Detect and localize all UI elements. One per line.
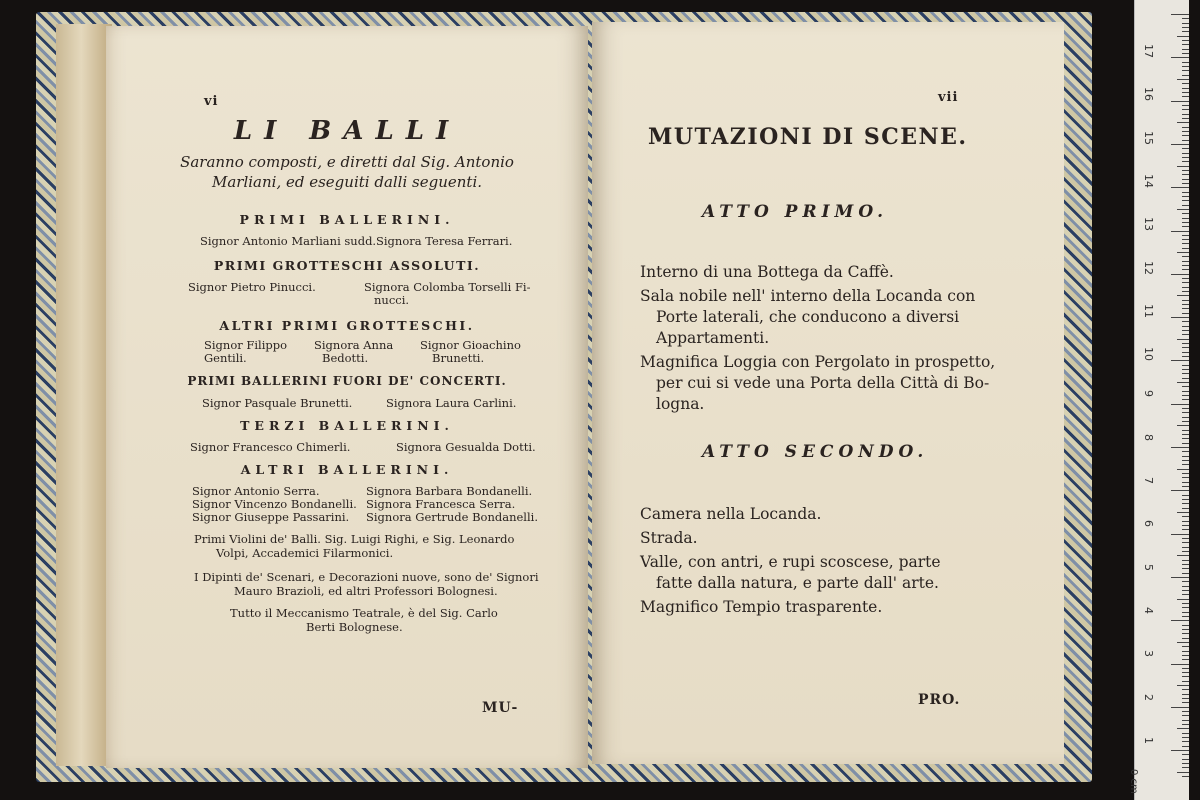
ruler-tick [1177,425,1189,426]
cast-name: Signor Filippo [204,338,288,352]
ruler-tick [1182,23,1189,24]
ruler-tick [1182,676,1189,677]
measuring-ruler [1128,0,1189,800]
ruler-tick [1182,438,1189,439]
ruler-tick [1182,330,1189,331]
ruler-tick [1182,521,1189,522]
ruler-tick [1182,477,1189,478]
ruler-tick [1182,399,1189,400]
ruler-tick [1182,464,1189,465]
ruler-tick [1182,321,1189,322]
cast-name: Signor Vincenzo Bondanelli. [192,497,357,511]
ruler-tick [1182,560,1189,561]
ruler-tick [1182,564,1189,565]
ruler-tick [1171,750,1189,751]
ruler-tick [1182,118,1189,119]
ruler-tick [1182,148,1189,149]
ruler-tick [1182,689,1189,690]
ruler-tick [1182,451,1189,452]
ruler-tick [1182,135,1189,136]
page-number-right: vii [938,90,959,105]
ruler-tick [1182,256,1189,257]
ruler-number: 9 [1142,390,1155,398]
ruler-tick [1182,612,1189,613]
ruler-tick [1177,79,1189,80]
ruler-tick [1182,711,1189,712]
ruler-tick [1182,62,1189,63]
ruler-tick [1182,542,1189,543]
ruler-tick [1182,96,1189,97]
ruler-tick [1177,382,1189,383]
ruler-tick [1182,300,1189,301]
ruler-tick [1182,92,1189,93]
ruler-tick [1182,767,1189,768]
ruler-tick [1182,702,1189,703]
cast-name: Signor Antonio Marliani sudd. [200,234,377,248]
ruler-tick [1182,66,1189,67]
ruler-tick [1182,243,1189,244]
ruler-tick [1177,122,1189,123]
ruler-tick [1182,53,1189,54]
ruler-tick [1182,408,1189,409]
ruler-tick [1182,49,1189,50]
ruler-tick [1182,109,1189,110]
scene-line: Magnifica Loggia con Pergolato in prospetto, [640,353,996,371]
ruler-tick [1182,581,1189,582]
scene-line: Magnifico Tempio trasparente. [640,598,883,616]
section-heading-primi-grotteschi: PRIMI GROTTESCHI ASSOLUTI. [213,258,481,273]
ruler-tick [1182,503,1189,504]
ruler-tick [1182,356,1189,357]
ruler-tick [1182,434,1189,435]
ruler-tick [1182,694,1189,695]
ruler-tick [1182,235,1189,236]
scene-line: Appartamenti. [656,329,770,347]
ruler-tick [1171,490,1189,491]
ruler-tick [1182,594,1189,595]
scene-line: Camera nella Locanda. [640,505,822,523]
cast-name: nucci. [374,293,410,307]
ruler-tick [1182,395,1189,396]
ruler-tick [1182,365,1189,366]
ruler-tick [1182,525,1189,526]
ruler-tick [1182,516,1189,517]
ruler-tick [1177,166,1189,167]
ruler-number: 4 [1142,606,1155,614]
ruler-tick [1182,763,1189,764]
ruler-tick [1182,412,1189,413]
ruler-tick [1182,430,1189,431]
section-heading-terzi-ballerini: TERZI BALLERINI. [240,418,454,433]
ruler-tick [1177,555,1189,556]
ruler-tick [1171,231,1189,232]
ruler-tick [1182,482,1189,483]
ruler-tick [1182,741,1189,742]
ruler-tick [1182,174,1189,175]
cast-name: Signor Francesco Chimerli. [190,440,351,454]
ruler-tick [1182,265,1189,266]
ruler-tick [1182,633,1189,634]
section-heading-fuori-de-concerti: PRIMI BALLERINI FUORI DE' CONCERTI. [187,374,507,388]
ruler-tick [1171,144,1189,145]
ruler-tick [1182,44,1189,45]
ruler-tick [1177,599,1189,600]
ruler-number: 13 [1142,217,1155,232]
ruler-number: 1 [1142,736,1155,744]
ruler-tick [1182,31,1189,32]
cast-name: Signor Pasquale Brunetti. [202,396,353,410]
ruler-tick [1182,352,1189,353]
mutazioni-title: MUTAZIONI DI SCENE. [648,124,968,150]
ruler-tick [1182,114,1189,115]
ruler-tick [1182,746,1189,747]
ruler-tick [1182,75,1189,76]
ruler-tick [1182,373,1189,374]
ruler-tick [1182,83,1189,84]
ruler-number: 16 [1142,87,1155,102]
ruler-tick [1171,664,1189,665]
cast-name: Bedotti. [322,351,369,365]
ruler-tick [1182,248,1189,249]
ruler-tick [1182,551,1189,552]
scene-line: logna. [656,395,705,413]
ruler-tick [1182,776,1189,777]
ruler-tick [1182,196,1189,197]
ruler-tick [1171,101,1189,102]
ruler-tick [1177,685,1189,686]
balli-subtitle-line-1: Saranno composti, e diretti dal Sig. Antonio [180,153,514,171]
cast-name: Signora Laura Carlini. [386,396,517,410]
ruler-number: 10 [1142,347,1155,362]
ruler-tick [1182,131,1189,132]
ruler-tick [1182,720,1189,721]
ruler-number: 2 [1142,693,1155,701]
ruler-tick [1177,469,1189,470]
act-heading-atto-primo: ATTO PRIMO. [702,202,889,222]
left-page [106,26,588,768]
ruler-tick [1182,205,1189,206]
ruler-tick [1182,179,1189,180]
ruler-tick [1182,218,1189,219]
ruler-tick [1182,495,1189,496]
scene-line: Sala nobile nell' interno della Locanda con [640,287,976,305]
ruler-tick [1182,278,1189,279]
cast-name: Signor Antonio Serra. [192,484,320,498]
scene-line: Porte laterali, che conducono a diversi [656,308,960,326]
ruler-tick [1182,508,1189,509]
ruler-tick [1182,226,1189,227]
scene-line: Valle, con antri, e rupi scoscese, parte [640,553,941,571]
ruler-tick [1182,213,1189,214]
act-heading-atto-secondo: ATTO SECONDO. [702,442,929,462]
ruler-tick [1171,274,1189,275]
ruler-number: 15 [1142,130,1155,145]
ruler-number: 8 [1142,433,1155,441]
cast-name: Signora Teresa Ferrari. [376,234,513,248]
ruler-tick [1182,40,1189,41]
ruler-tick [1182,568,1189,569]
ruler-tick [1182,326,1189,327]
ruler-number: 5 [1142,563,1155,571]
note-dipinti-line-2: Mauro Brazioli, ed altri Professori Bolognesi. [234,584,498,598]
ruler-tick [1182,313,1189,314]
cast-name: Signora Francesca Serra. [366,497,516,511]
ruler-tick [1182,486,1189,487]
ruler-tick [1182,460,1189,461]
ruler-tick [1182,681,1189,682]
section-heading-altri-primi-grotteschi: ALTRI PRIMI GROTTESCHI. [219,318,475,333]
note-violini-line-2: Volpi, Accademici Filarmonici. [216,546,394,560]
ruler-tick [1182,161,1189,162]
ruler-tick [1182,668,1189,669]
ruler-tick [1171,14,1189,15]
scene-line: per cui si vede una Porta della Città di Bo- [656,374,990,392]
ruler-tick [1182,157,1189,158]
balli-subtitle-line-2: Marliani, ed eseguiti dalli seguenti. [211,173,483,191]
cast-name: Signor Pietro Pinucci. [188,280,316,294]
ruler-tick [1171,447,1189,448]
ruler-tick [1182,343,1189,344]
ruler-tick [1177,36,1189,37]
cast-name: Signora Gertrude Bondanelli. [366,510,538,524]
ruler-number: 12 [1142,260,1155,275]
ruler-tick [1182,586,1189,587]
ruler-tick [1182,105,1189,106]
ruler-tick [1182,456,1189,457]
ruler-tick [1182,18,1189,19]
ruler-tick [1182,282,1189,283]
note-meccanismo-line-1: Tutto il Meccanismo Teatrale, è del Sig. Carlo [230,606,498,620]
ruler-tick [1182,261,1189,262]
ruler-tick [1182,754,1189,755]
ruler-tick [1182,287,1189,288]
ruler-tick [1182,417,1189,418]
ruler-number: 3 [1142,650,1155,658]
ruler-tick [1182,291,1189,292]
ruler-tick [1182,629,1189,630]
cast-name: Gentili. [204,351,247,365]
ruler-tick [1182,698,1189,699]
note-violini-line-1: Primi Violini de' Balli. Sig. Luigi Righi, e Sig. Leonardo [194,532,515,546]
ruler-tick [1182,70,1189,71]
cast-name: Signora Barbara Bondanelli. [366,484,533,498]
ruler-tick [1182,140,1189,141]
ruler-tick [1182,308,1189,309]
ruler-tick [1182,638,1189,639]
ruler-tick [1171,187,1189,188]
ruler-tick [1182,625,1189,626]
ruler-tick [1182,659,1189,660]
ruler-number: 6 [1142,520,1155,528]
ruler-tick [1182,573,1189,574]
ruler-number: 14 [1142,173,1155,188]
ruler-tick [1171,577,1189,578]
scene-line: fatte dalla natura, e parte dall' arte. [656,574,939,592]
ruler-tick [1171,404,1189,405]
ruler-tick [1182,378,1189,379]
cast-name: Signor Giuseppe Passarini. [192,510,350,524]
ruler-tick [1182,651,1189,652]
ruler-tick [1182,646,1189,647]
ruler-tick [1182,27,1189,28]
ruler-tick [1177,252,1189,253]
ruler-tick [1182,737,1189,738]
ruler-number: 11 [1142,303,1155,318]
ruler-tick [1182,347,1189,348]
ruler-tick [1182,183,1189,184]
cast-name: Signora Anna [314,338,394,352]
ruler-tick [1182,369,1189,370]
ruler-tick [1182,672,1189,673]
note-dipinti-line-1: I Dipinti de' Scenari, e Decorazioni nuove, sono de' Signori [194,570,539,584]
section-heading-primi-ballerini: PRIMI BALLERINI. [239,212,455,227]
ruler-tick [1171,317,1189,318]
balli-title: LI BALLI [233,116,461,146]
ruler-tick [1182,547,1189,548]
ruler-tick [1182,655,1189,656]
ruler-tick [1171,534,1189,535]
ruler-tick [1182,529,1189,530]
ruler-tick [1182,269,1189,270]
ruler-number: 7 [1142,477,1155,484]
ruler-tick [1182,222,1189,223]
ruler-tick [1182,538,1189,539]
ruler-tick [1182,724,1189,725]
ruler-tick [1177,295,1189,296]
ruler-tick [1171,707,1189,708]
ruler-tick [1177,772,1189,773]
ruler-tick [1182,590,1189,591]
ruler-tick [1171,620,1189,621]
ruler-tick [1182,603,1189,604]
ruler-tick [1177,728,1189,729]
ruler-tick [1182,192,1189,193]
ruler-tick [1182,733,1189,734]
ruler-tick [1182,304,1189,305]
ruler-tick [1177,642,1189,643]
ruler-tick [1177,209,1189,210]
section-heading-altri-ballerini: ALTRI BALLERINI. [240,462,454,477]
ruler-number: 17 [1142,44,1155,58]
page-number-left: vi [204,94,219,109]
ruler-tick [1182,239,1189,240]
ruler-tick [1182,443,1189,444]
right-page [592,22,1064,764]
cast-name: Brunetti. [432,351,485,365]
ruler-unit-label: 0 cm [1128,769,1139,794]
cast-name: Signora Colomba Torselli Fi- [364,280,531,294]
ruler-tick [1182,473,1189,474]
scene-line: Strada. [640,529,698,547]
catchword-left: MU- [482,700,519,716]
cast-name: Signor Gioachino [420,338,521,352]
book-binding [56,24,112,766]
catchword-right: PRO. [918,692,961,708]
ruler-tick [1171,57,1189,58]
note-meccanismo-line-2: Berti Bolognese. [306,620,403,634]
ruler-tick [1182,759,1189,760]
ruler-tick [1177,512,1189,513]
ruler-tick [1182,200,1189,201]
ruler-tick [1182,334,1189,335]
ruler-tick [1171,360,1189,361]
ruler-tick [1182,153,1189,154]
ruler-tick [1182,386,1189,387]
ruler-tick [1182,715,1189,716]
ruler-tick [1182,607,1189,608]
scene-line: Interno di una Bottega da Caffè. [640,263,894,281]
ruler-tick [1182,421,1189,422]
ruler-tick [1177,339,1189,340]
ruler-tick [1182,170,1189,171]
ruler-tick [1182,616,1189,617]
ruler-tick [1182,127,1189,128]
ruler-tick [1182,88,1189,89]
ruler-tick [1182,391,1189,392]
ruler-tick [1182,499,1189,500]
cast-name: Signora Gesualda Dotti. [396,440,536,454]
